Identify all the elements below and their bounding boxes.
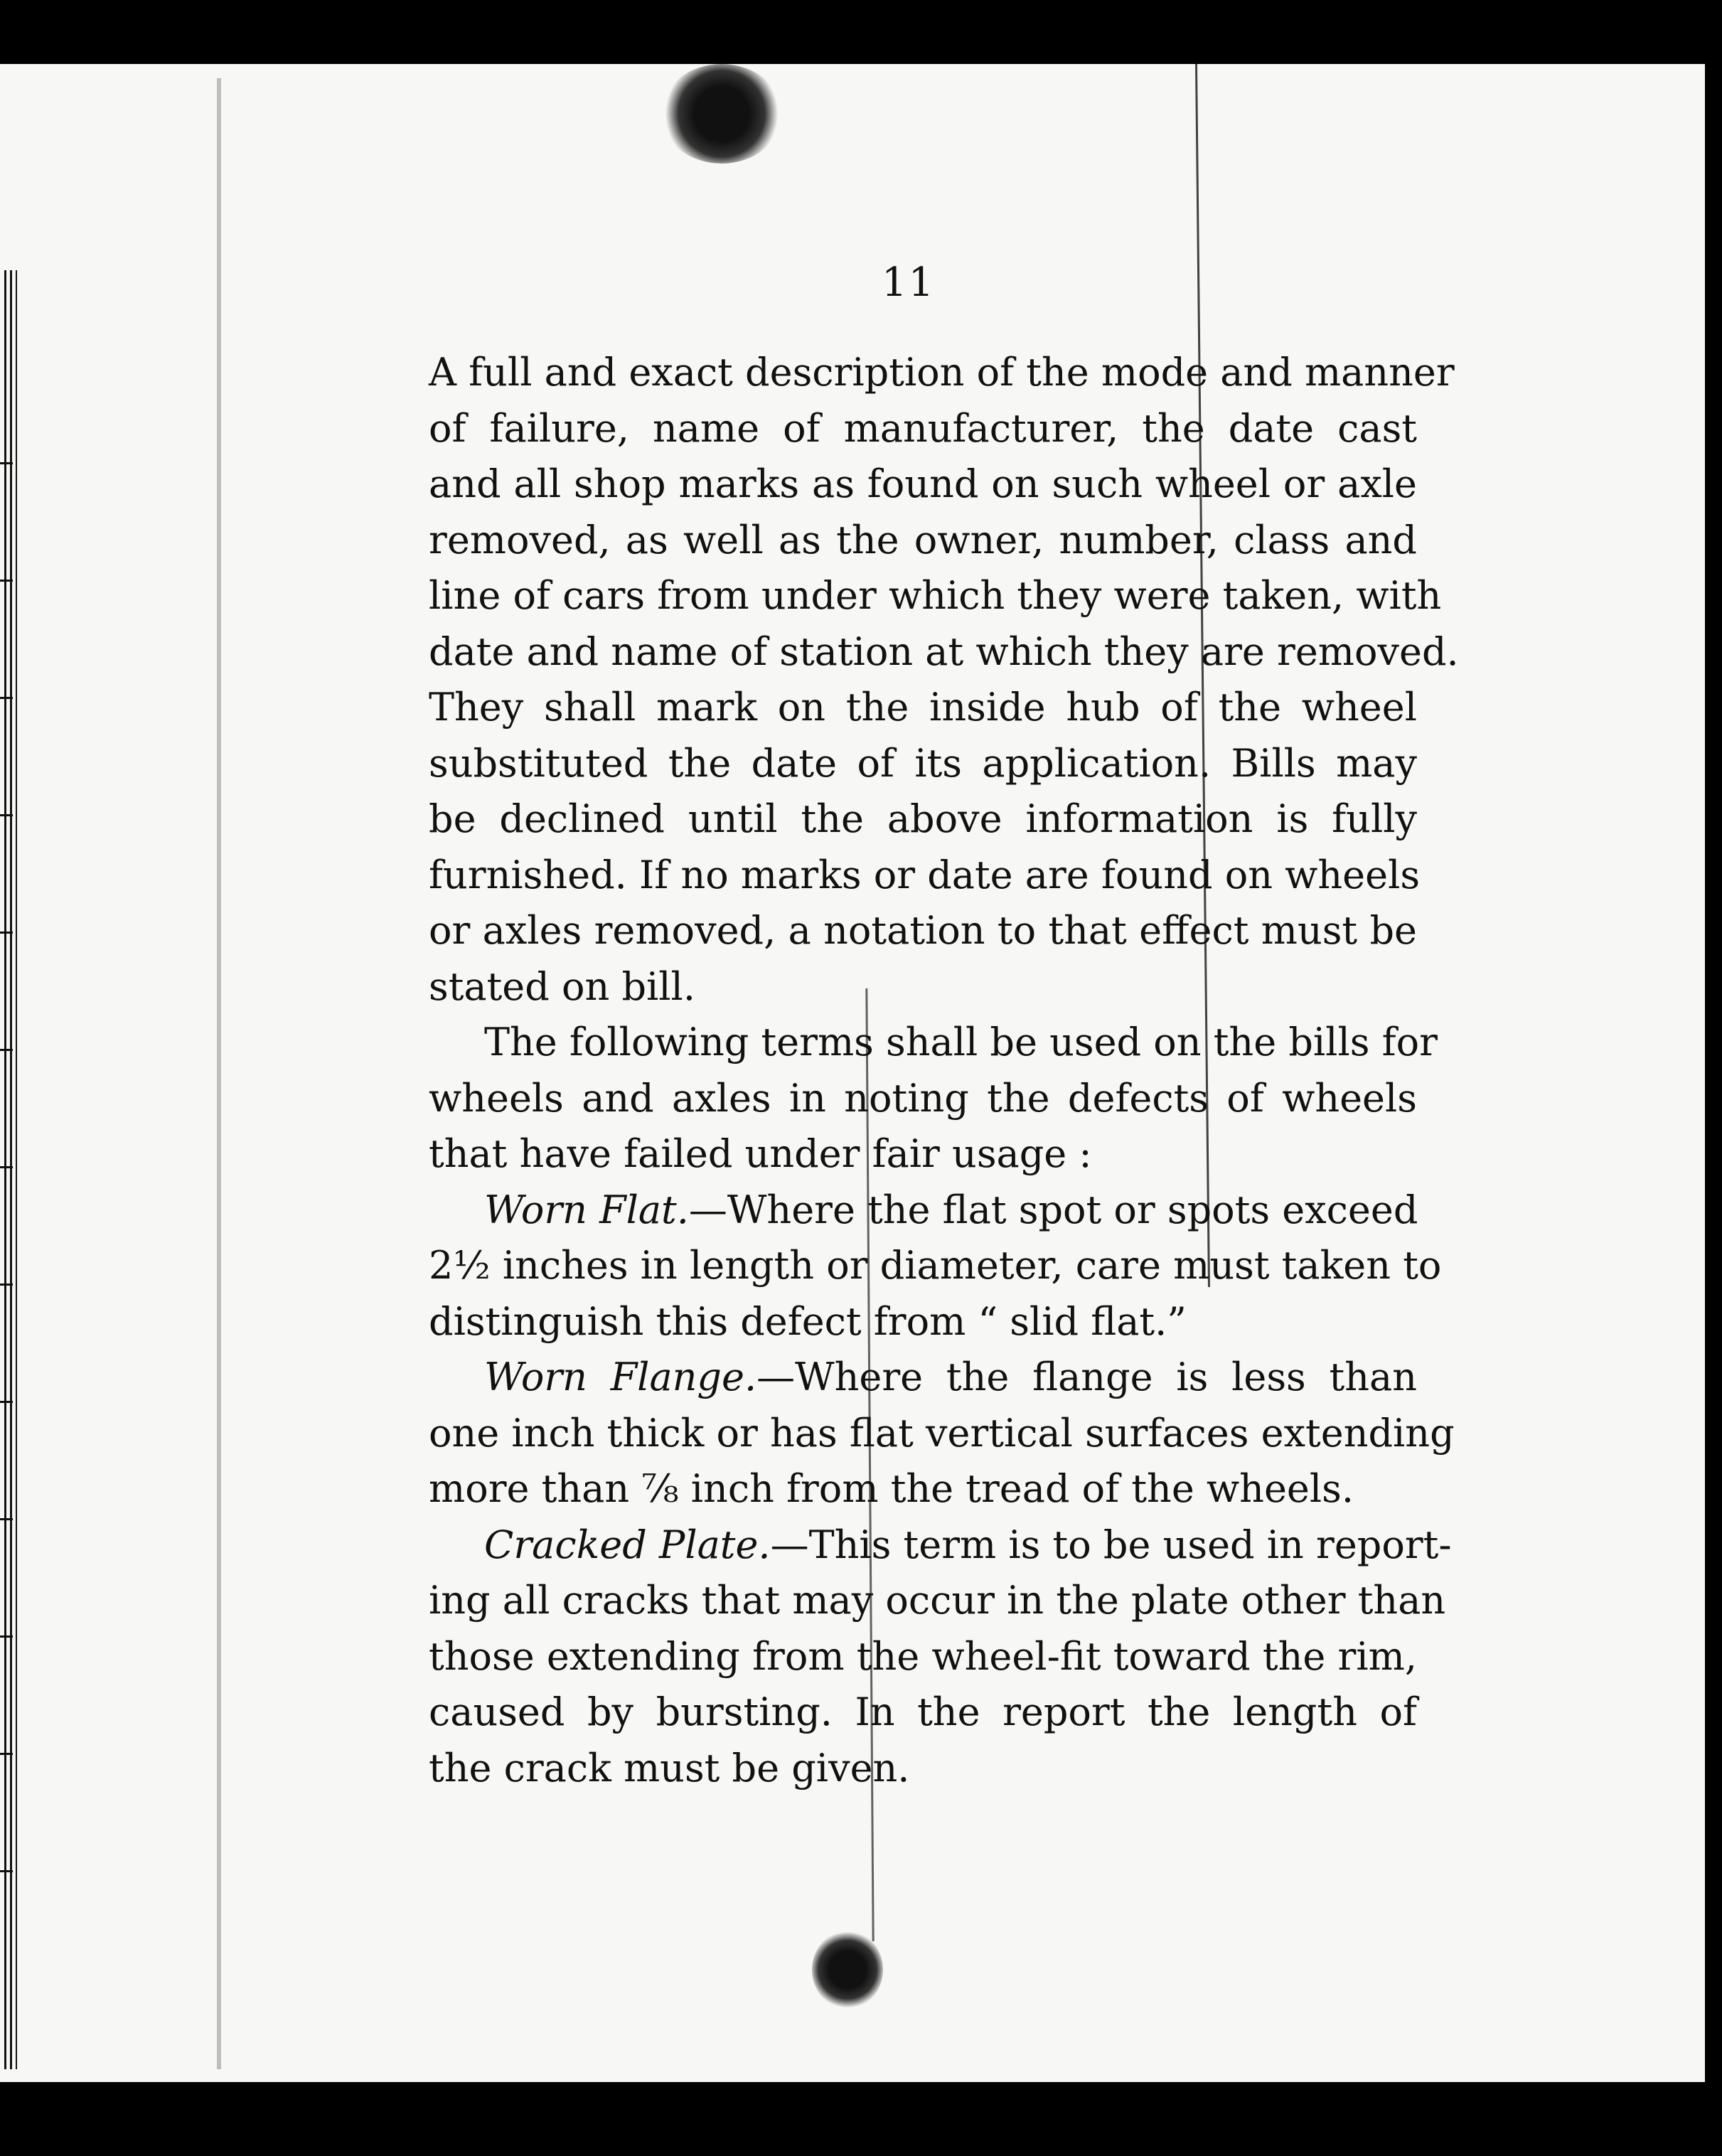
text-line: and all shop marks as found on such wheel or axle xyxy=(429,461,1417,506)
text-line: of failure, name of manufacturer, the date cast xyxy=(429,405,1417,451)
text-line: the crack must be given. xyxy=(429,1745,910,1791)
text-line: more than ⅞ inch from the tread of the wheels. xyxy=(429,1466,1354,1511)
text-line: stated on bill. xyxy=(429,964,695,1009)
definition-text: —This term is to be used in report- xyxy=(770,1522,1452,1567)
text-line xyxy=(429,1517,1452,1574)
definition-worn-flange xyxy=(429,1350,1455,1517)
ink-blot-top xyxy=(661,64,782,164)
left-margin-rules xyxy=(0,64,28,2082)
definition-worn-flat xyxy=(429,1183,1442,1350)
definition-cracked-plate xyxy=(429,1517,1452,1797)
text-line xyxy=(429,1350,1417,1406)
text-line: removed, as well as the owner, number, class and xyxy=(429,517,1417,562)
text-line: line of cars from under which they were taken, with xyxy=(429,573,1442,618)
text-line: those extending from the wheel-fit toward the rim, xyxy=(429,1633,1417,1679)
page-number: 11 xyxy=(882,260,936,306)
body-text xyxy=(429,345,1459,1796)
text-line: distinguish this defect from “ slid flat.” xyxy=(429,1298,1187,1344)
text-line: wheels and axles in noting the defects of wheels xyxy=(429,1075,1417,1121)
ink-blot-bottom xyxy=(812,1931,883,2009)
text-line: or axles removed, a notation to that effect must be xyxy=(429,908,1417,953)
text-line: caused by bursting. In the report the length of xyxy=(429,1690,1417,1734)
text-line: furnished. If no marks or date are found on wheels xyxy=(429,852,1421,897)
text-line: substituted the date of its application. Bills may xyxy=(429,740,1417,786)
text-line: ing all cracks that may occur in the plate other than xyxy=(429,1578,1446,1623)
text-line: that have failed under fair usage : xyxy=(429,1131,1092,1176)
definition-text: —Where the flat spot or spots exceed xyxy=(688,1187,1418,1232)
text-line: A full and exact description of the mode and manner xyxy=(429,350,1455,395)
paragraph-2 xyxy=(429,1015,1438,1183)
document-page xyxy=(0,64,1705,2082)
text-line: be declined until the above information is fully xyxy=(429,796,1417,841)
definition-term: Worn Flange. xyxy=(484,1355,757,1399)
gutter-line xyxy=(217,78,221,2069)
text-line: date and name of station at which they are removed. xyxy=(429,629,1459,674)
definition-text: —Where the flange is less than xyxy=(756,1355,1417,1399)
text-line xyxy=(429,1183,1417,1239)
definition-term: Worn Flat. xyxy=(484,1187,689,1232)
text-line: 2½ inches in length or diameter, care must taken to xyxy=(429,1243,1442,1288)
definition-term: Cracked Plate. xyxy=(484,1522,771,1567)
paragraph-1 xyxy=(429,345,1459,1015)
text-line: They shall mark on the inside hub of the wheel xyxy=(429,685,1417,730)
text-line: The following terms shall be used on the bills for xyxy=(484,1020,1438,1064)
text-line: one inch thick or has flat vertical surfaces extending xyxy=(429,1410,1455,1456)
